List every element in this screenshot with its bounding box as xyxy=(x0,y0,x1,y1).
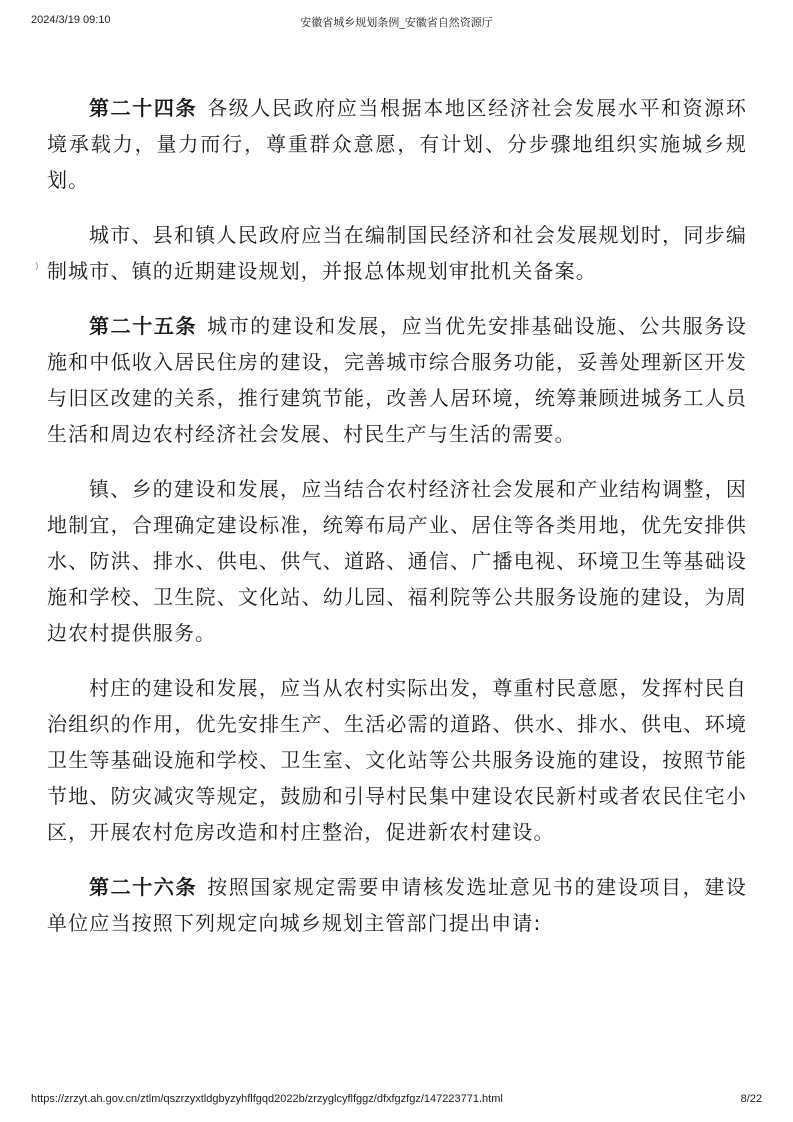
paragraph-text: 城市、县和镇人民政府应当在编制国民经济和社会发展规划时，同步编制城市、镇的近期建设规划，并报总体规划审批机关备案。 xyxy=(47,223,747,283)
paragraph-text: 按照国家规定需要申请核发选址意见书的建设项目，建设单位应当按照下列规定向城乡规划主管部门提出申请: xyxy=(47,875,747,935)
paragraph-text: 各级人民政府应当根据本地区经济社会发展水平和资源环境承载力，量力而行，尊重群众意愿，有计划、分步骤地组织实施城乡规划。 xyxy=(47,96,747,192)
paragraph-article-25 xyxy=(47,308,747,452)
article-number: 第二十五条 xyxy=(89,314,198,338)
article-number: 第二十六条 xyxy=(89,875,198,899)
document-body xyxy=(47,90,747,960)
margin-mark: ) xyxy=(35,262,39,272)
paragraph-article-25-clause-2 xyxy=(47,471,747,651)
paragraph-text: 镇、乡的建设和发展，应当结合农村经济社会发展和产业结构调整，因地制宜，合理确定建设标准，统筹布局产业、居住等各类用地，优先安排供水、防洪、排水、供电、供气、道路、通信、广播电视、环境卫生等基础设施和学校、卫生院、文化站、幼儿园、福利院等公共服务设施的建设，为周边农村提供服务。 xyxy=(47,477,747,645)
paragraph-text: 城市的建设和发展，应当优先安排基础设施、公共服务设施和中低收入居民住房的建设，完善城市综合服务功能，妥善处理新区开发与旧区改建的关系，推行建筑节能，改善人居环境，统筹兼顾进城务工人员生活和周边农村经济社会发展、村民生产与生活的需要。 xyxy=(47,314,747,446)
paragraph-text: 村庄的建设和发展，应当从农村实际出发，尊重村民意愿，发挥村民自治组织的作用，优先安排生产、生活必需的道路、供水、排水、供电、环境卫生等基础设施和学校、卫生室、文化站等公共服务设施的建设，按照节能节地、防灾减灾等规定，鼓励和引导村民集中建设农民新村或者农民住宅小区，开展农村危房改造和村庄整治，促进新农村建设。 xyxy=(47,676,747,844)
page-title: 安徽省城乡规划条例_安徽省自然资源厅 xyxy=(300,16,493,29)
page-url: https://zrzyt.ah.gov.cn/ztlm/qszrzyxtldgbyzyhflfgqd2022b/zrzyglcyflfggz/dfxfgzfgz/147223771.html xyxy=(31,1093,503,1105)
paragraph-article-24 xyxy=(47,90,747,198)
paragraph-article-25-clause-3 xyxy=(47,670,747,850)
paragraph-article-24-clause-2 xyxy=(47,217,747,289)
article-number: 第二十四条 xyxy=(89,96,198,120)
print-datetime: 2024/3/19 09:10 xyxy=(31,14,111,26)
page-number: 8/22 xyxy=(740,1093,762,1105)
paragraph-article-26 xyxy=(47,869,747,941)
